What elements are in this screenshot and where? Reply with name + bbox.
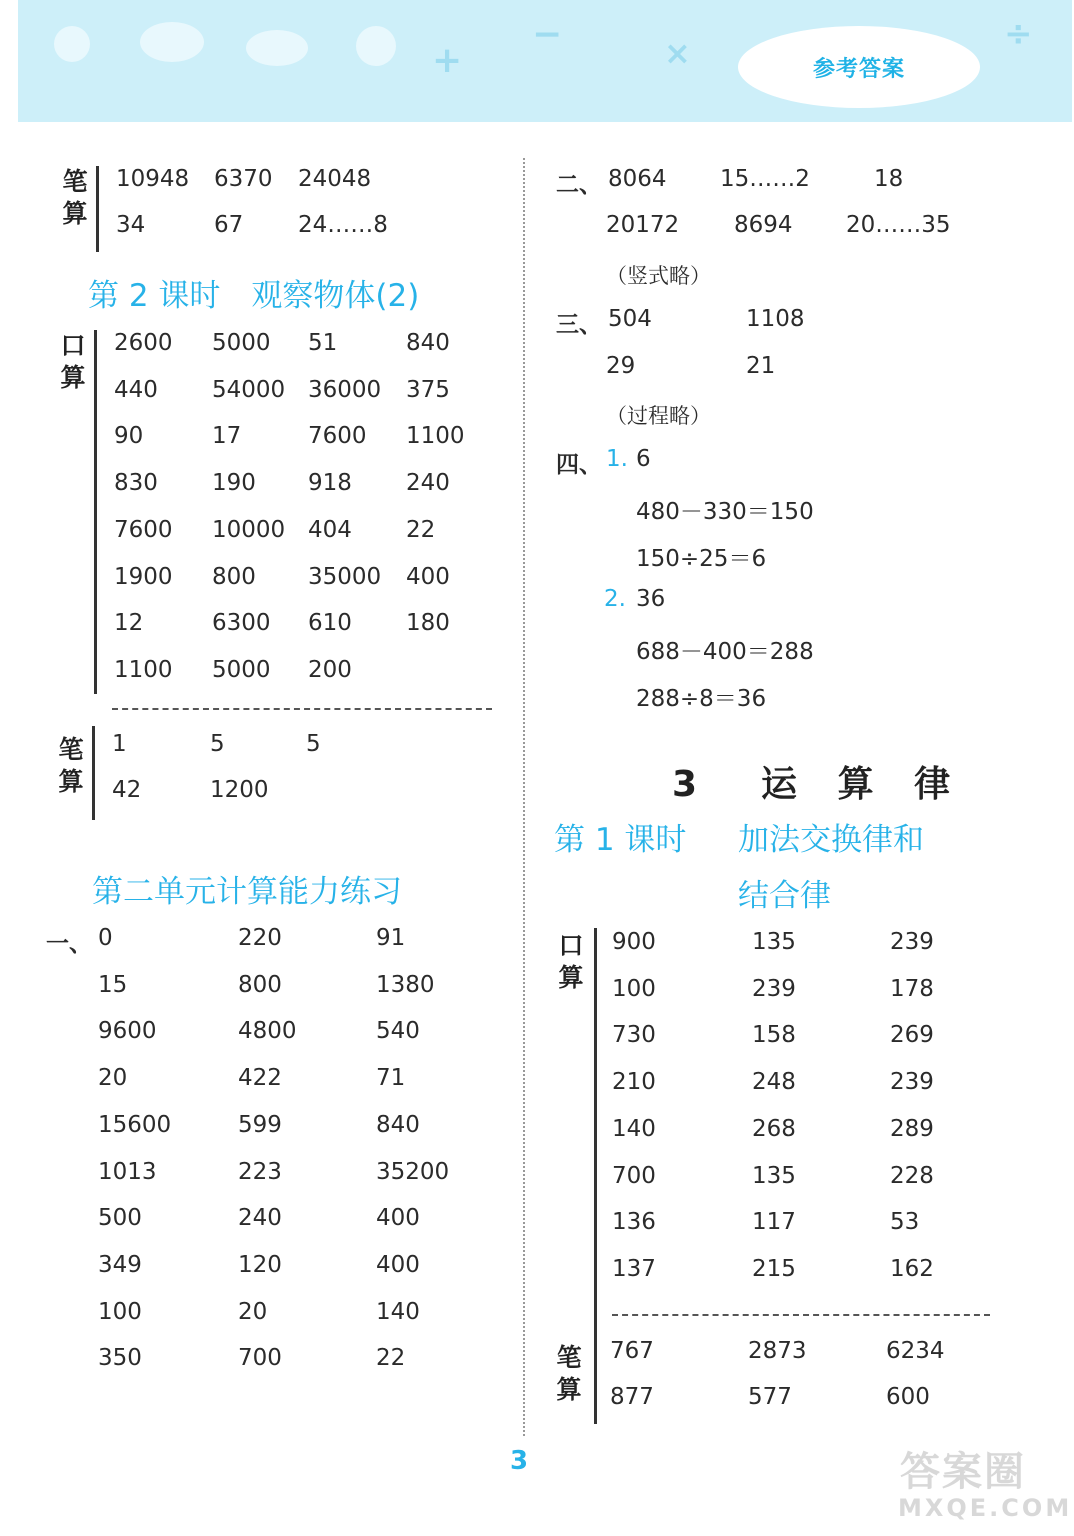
item-number: 1. <box>606 446 628 472</box>
answer-cell: 248 <box>752 1069 796 1096</box>
divide-icon: ÷ <box>1004 14 1033 54</box>
answer-cell: 440 <box>114 376 158 403</box>
bracket-line <box>92 726 95 820</box>
answer-cell: 24……8 <box>298 212 388 238</box>
answer-cell: 350 <box>98 1345 142 1372</box>
bracket-line <box>94 330 97 694</box>
dashed-divider <box>112 708 492 710</box>
answer-cell: 1100 <box>406 423 465 450</box>
answer-cell: 7600 <box>114 516 173 543</box>
answer-cell: 1108 <box>746 306 805 332</box>
answer-cell: 10000 <box>212 516 286 543</box>
answer-cell: 8694 <box>734 212 793 238</box>
answer-cell: 15……2 <box>720 166 810 192</box>
answer-cell: 120 <box>238 1251 282 1278</box>
answer-cell: 53 <box>890 1209 920 1236</box>
answer-cell: 20……35 <box>846 212 951 238</box>
lesson-prefix: 第 1 课时 <box>554 822 687 858</box>
answer-cell: 1 <box>112 731 127 757</box>
answer-cell: 1900 <box>114 563 173 590</box>
note: （过程略） <box>606 404 711 428</box>
answer-cell: 117 <box>752 1209 796 1236</box>
answer-cell: 268 <box>752 1115 796 1142</box>
answer-cell: 6370 <box>214 166 273 192</box>
answer-cell: 7600 <box>308 423 367 450</box>
answer-cell: 162 <box>890 1255 934 1282</box>
answer-cell: 36 <box>636 586 666 612</box>
answer-cell: 6300 <box>212 610 271 637</box>
answer-cell: 800 <box>212 563 256 590</box>
answer-cell: 700 <box>612 1162 656 1189</box>
kousuan-label: 口 算 <box>558 931 584 992</box>
answer-cell: 90 <box>114 423 144 450</box>
answer-cell: 239 <box>890 1069 934 1096</box>
answer-cell: 840 <box>406 330 450 356</box>
circle-decoration <box>54 26 90 62</box>
kousuan-label: 口 算 <box>60 331 86 392</box>
answer-cell: 400 <box>406 563 450 590</box>
plus-icon: + <box>432 40 463 81</box>
answer-cell: 877 <box>610 1384 654 1410</box>
answer-cell: 200 <box>308 656 352 683</box>
answer-cell: 22 <box>406 516 436 543</box>
answer-cell: 136 <box>612 1209 656 1236</box>
answer-cell: 610 <box>308 610 352 637</box>
answer-cell: 215 <box>752 1255 796 1282</box>
answer-cell: 24048 <box>298 166 372 192</box>
answer-cell: 35200 <box>376 1158 450 1185</box>
answer-cell: 830 <box>114 470 158 497</box>
answer-cell: 540 <box>376 1018 420 1045</box>
answer-cell: 349 <box>98 1251 142 1278</box>
answer-cell: 239 <box>752 975 796 1002</box>
answer-cell: 0 <box>98 925 113 951</box>
answer-cell: 700 <box>238 1345 282 1372</box>
lesson-title: 加法交换律和 <box>738 822 924 858</box>
answer-cell: 20 <box>238 1298 268 1325</box>
answer-cell: 1013 <box>98 1158 157 1185</box>
lesson-title: 结合律 <box>738 878 831 914</box>
answer-cell: 140 <box>612 1115 656 1142</box>
section-marker: 一、 <box>46 931 92 957</box>
answer-cell: 35000 <box>308 563 382 590</box>
answer-cell: 17 <box>212 423 242 450</box>
bracket-line <box>594 928 597 1424</box>
multiply-icon: × <box>664 34 691 72</box>
bisuan-label: 笔 算 <box>556 1343 582 1404</box>
header-banner <box>18 0 1072 122</box>
answer-cell: 2600 <box>114 330 173 356</box>
answer-cell: 840 <box>376 1111 420 1138</box>
answer-cell: 190 <box>212 470 256 497</box>
lesson-title: 第 2 课时 观察物体(2) <box>88 278 420 314</box>
answer-cell: 918 <box>308 470 352 497</box>
answer-cell: 15 <box>98 971 128 998</box>
answer-cell: 1200 <box>210 777 269 803</box>
item-number: 2. <box>604 586 626 612</box>
answer-cell: 54000 <box>212 376 286 403</box>
answer-cell: 51 <box>308 330 338 356</box>
answer-cell: 1100 <box>114 656 173 683</box>
answer-cell: 5 <box>210 731 225 757</box>
answer-cell: 91 <box>376 925 406 951</box>
answer-cell: 67 <box>214 212 244 238</box>
answer-cell: 15600 <box>98 1111 172 1138</box>
answer-cell: 6234 <box>886 1338 945 1364</box>
answer-cell: 135 <box>752 929 796 955</box>
answer-cell: 5000 <box>212 656 271 683</box>
answer-cell: 9600 <box>98 1018 157 1045</box>
equation: 150÷25＝6 <box>636 546 767 572</box>
answer-cell: 6 <box>636 446 651 472</box>
answer-cell: 228 <box>890 1162 934 1189</box>
answer-cell: 178 <box>890 975 934 1002</box>
bracket-line <box>96 166 99 252</box>
answer-cell: 158 <box>752 1022 796 1049</box>
answer-cell: 600 <box>886 1384 930 1410</box>
answer-cell: 8064 <box>608 166 667 192</box>
answer-cell: 36000 <box>308 376 382 403</box>
section-marker: 三、 <box>556 312 602 338</box>
answer-cell: 900 <box>612 929 656 955</box>
note: （竖式略） <box>606 264 711 288</box>
answer-cell: 240 <box>406 470 450 497</box>
bisuan-label: 笔 算 <box>58 735 84 796</box>
answer-cell: 5000 <box>212 330 271 356</box>
bisuan-label: 笔 算 <box>62 167 88 228</box>
section-marker: 二、 <box>556 172 602 198</box>
answer-cell: 220 <box>238 925 282 951</box>
answer-cell: 1380 <box>376 971 435 998</box>
answer-cell: 767 <box>610 1338 654 1364</box>
answer-cell: 100 <box>612 975 656 1002</box>
answer-cell: 34 <box>116 212 146 238</box>
answer-cell: 71 <box>376 1065 406 1092</box>
answer-cell: 42 <box>112 777 142 803</box>
answer-cell: 240 <box>238 1205 282 1232</box>
cloud-icon <box>140 22 204 62</box>
answer-cell: 21 <box>746 353 776 379</box>
answer-cell: 22 <box>376 1345 406 1372</box>
answer-cell: 289 <box>890 1115 934 1142</box>
answer-cell: 504 <box>608 306 652 332</box>
answer-cell: 404 <box>308 516 352 543</box>
answer-cell: 12 <box>114 610 144 637</box>
minus-icon: − <box>532 14 563 55</box>
answer-key-badge: 参考答案 <box>738 26 980 108</box>
answer-cell: 180 <box>406 610 450 637</box>
equation: 288÷8＝36 <box>636 686 767 712</box>
answer-cell: 422 <box>238 1065 282 1092</box>
section-marker: 四、 <box>556 452 602 478</box>
answer-cell: 135 <box>752 1162 796 1189</box>
answer-cell: 730 <box>612 1022 656 1049</box>
answer-cell: 500 <box>98 1205 142 1232</box>
answer-cell: 10948 <box>116 166 190 192</box>
answer-cell: 20172 <box>606 212 680 238</box>
answer-cell: 239 <box>890 929 934 955</box>
answer-cell: 375 <box>406 376 450 403</box>
answer-cell: 29 <box>606 353 636 379</box>
rain-cloud-icon <box>246 30 308 66</box>
equation: 480－330＝150 <box>636 499 814 525</box>
watermark-logo: 答案圈 <box>900 1449 1026 1495</box>
answer-cell: 5 <box>306 731 321 757</box>
answer-cell: 4800 <box>238 1018 297 1045</box>
answer-cell: 210 <box>612 1069 656 1096</box>
answer-cell: 100 <box>98 1298 142 1325</box>
answer-cell: 269 <box>890 1022 934 1049</box>
answer-cell: 577 <box>748 1384 792 1410</box>
answer-cell: 223 <box>238 1158 282 1185</box>
answer-cell: 2873 <box>748 1338 807 1364</box>
chapter-title: 3 运 算 律 <box>672 764 965 805</box>
watermark-url: MXQE.COM <box>898 1494 1073 1522</box>
answer-cell: 599 <box>238 1111 282 1138</box>
answer-cell: 400 <box>376 1251 420 1278</box>
dashed-divider <box>612 1314 990 1316</box>
sun-icon <box>356 26 396 66</box>
answer-cell: 137 <box>612 1255 656 1282</box>
answer-cell: 140 <box>376 1298 420 1325</box>
answer-cell: 20 <box>98 1065 128 1092</box>
unit-title: 第二单元计算能力练习 <box>92 874 402 910</box>
answer-cell: 400 <box>376 1205 420 1232</box>
page-number: 3 <box>510 1446 529 1476</box>
column-divider <box>523 158 525 1436</box>
equation: 688－400＝288 <box>636 639 814 665</box>
answer-cell: 18 <box>874 166 904 192</box>
answer-cell: 800 <box>238 971 282 998</box>
